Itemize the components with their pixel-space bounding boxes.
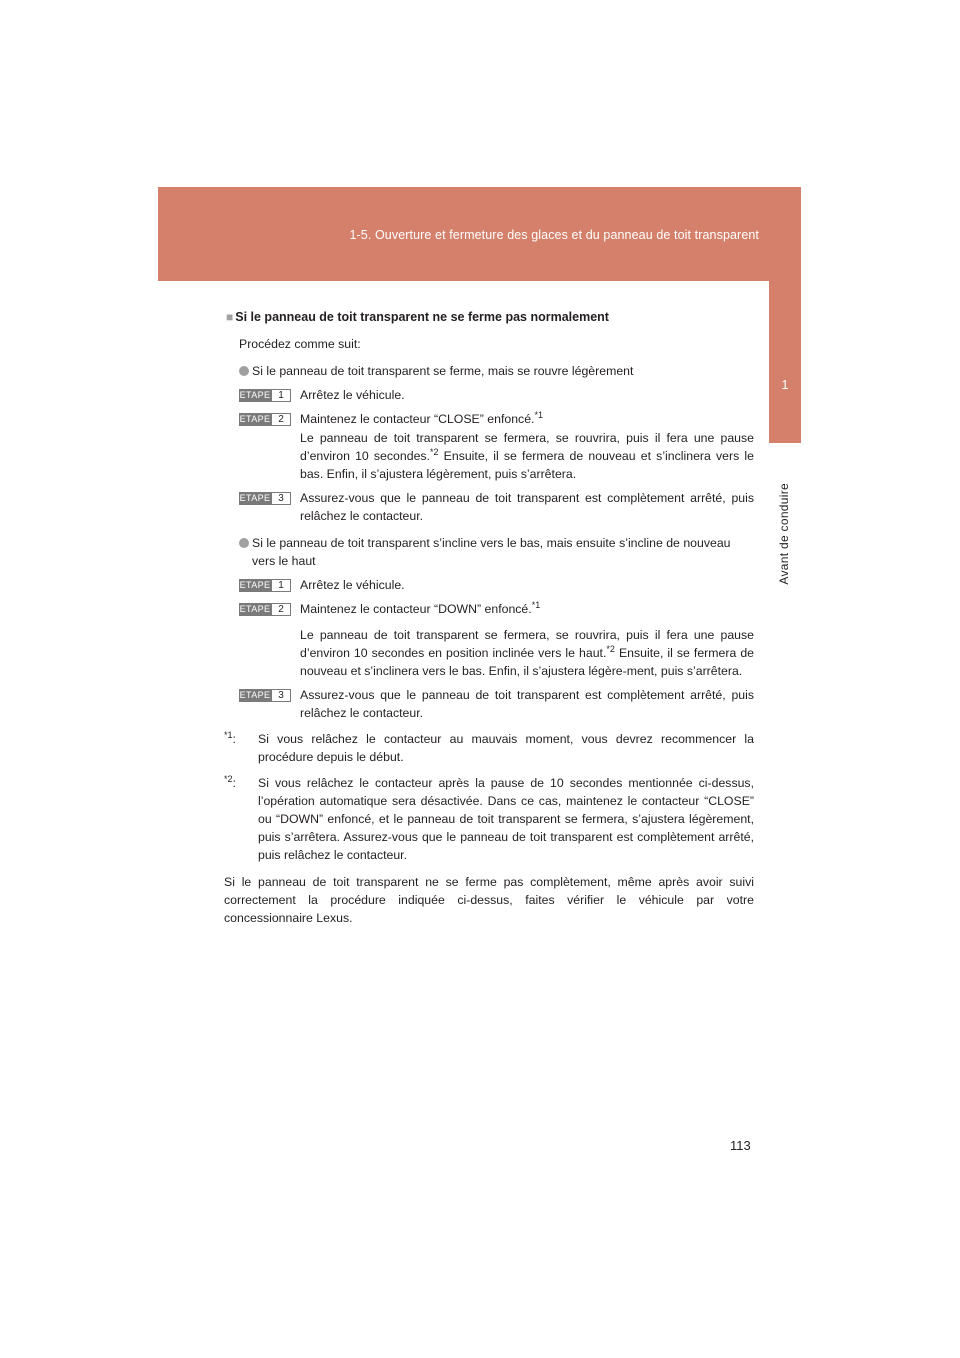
step-badge: ETAPE 2	[239, 413, 291, 426]
case-2-step-3: ETAPE 3 Assurez-vous que le panneau de toit transparent est complètement arrêté, puis relâchez le contacteur.	[239, 688, 754, 720]
chapter-tab	[769, 187, 801, 443]
step-badge: ETAPE 3	[239, 689, 291, 702]
case-2-title: Si le panneau de toit transparent s’incline vers le bas, mais ensuite s’incline de nouveau vers le haut	[239, 534, 754, 570]
case-1-step-3: ETAPE 3 Assurez-vous que le panneau de toit transparent est complètement arrêté, puis relâchez le contacteur.	[239, 491, 754, 523]
footnote-ref: *1	[534, 409, 543, 420]
circle-bullet-icon	[239, 366, 249, 376]
page-number: 113	[730, 1138, 751, 1153]
case-2-step-1: ETAPE 1 Arrêtez le véhicule.	[239, 578, 405, 592]
step-badge: ETAPE 1	[239, 389, 291, 402]
header-band	[158, 187, 801, 281]
circle-bullet-icon	[239, 538, 249, 548]
case-1-step-2: ETAPE 2 Maintenez le contacteur “CLOSE” enfoncé.$^{*1}$ Le panneau de toit transparent se fermera, se rouvrira, puis il fera une pause d’environ 10 secondes.$^{*2}$ Ensuite, il se fermera de nouveau et s’inclinera vers le bas. Enfin, il s’ajustera légèrement, puis s’arrêtera.	[239, 409, 754, 481]
main-content	[224, 308, 754, 927]
square-bullet-icon: ■	[226, 310, 234, 324]
footnote-ref: *1	[531, 599, 541, 610]
chapter-tab-label: Avant de conduire	[777, 483, 791, 585]
intro-text: Procédez comme suit:	[239, 337, 361, 351]
footnote-1: $^{*1}$: Si vous relâchez le contacteur au mauvais moment, vous devrez recommencer la procédure depuis le début.	[224, 729, 754, 764]
closing-paragraph: Si le panneau de toit transparent ne se ferme pas complètement, même après avoir suivi correctement la procédure indiquée ci-dessus, faites vérifier le véhicule par votre concessionnaire Lexus.	[224, 875, 754, 925]
case-1-step-1: ETAPE 1 Arrêtez le véhicule.	[239, 388, 405, 402]
case-1-title: Si le panneau de toit transparent se ferme, mais se rouvre légèrement	[239, 362, 754, 380]
step-badge: ETAPE 2	[239, 603, 291, 616]
step-badge: ETAPE 3	[239, 492, 291, 505]
step-badge: ETAPE 1	[239, 579, 291, 592]
section-heading: ■ Si le panneau de toit transparent ne se ferme pas normalement	[226, 310, 609, 324]
chapter-number: 1	[781, 377, 789, 392]
footnote-2: $^{*2}$: Si vous relâchez le contacteur après la pause de 10 secondes mentionnée ci-dessus, l’opération automatique sera désactivée. Dans ce cas, maintenez le contacteur “CLOSE” ou “DOWN” enfoncé, et le panneau de toit transparent se fermera, s’ajustera légèrement, puis s’arrêtera. Assurez-vous que le panneau de toit transparent est complètement arrêté, puis relâchez le contacteur.	[224, 773, 754, 862]
footnote-ref: *2	[429, 446, 439, 457]
footnote-ref: *2	[606, 643, 615, 654]
case-2-step-2: ETAPE 2 Maintenez le contacteur “DOWN” enfoncé.$^{*1}$ Le panneau de toit transparent se fermera, se rouvrira, puis il fera une pause d’environ 10 secondes en position inclinée vers le haut.$^{*2}$ Ensuite, il se fermera de nouveau et s’inclinera vers le bas. Enfin, il s’ajustera légère-ment, puis s’arrêtera.	[239, 599, 754, 678]
chapter-title: 1-5. Ouverture et fermeture des glaces et du panneau de toit transparent	[349, 228, 759, 242]
